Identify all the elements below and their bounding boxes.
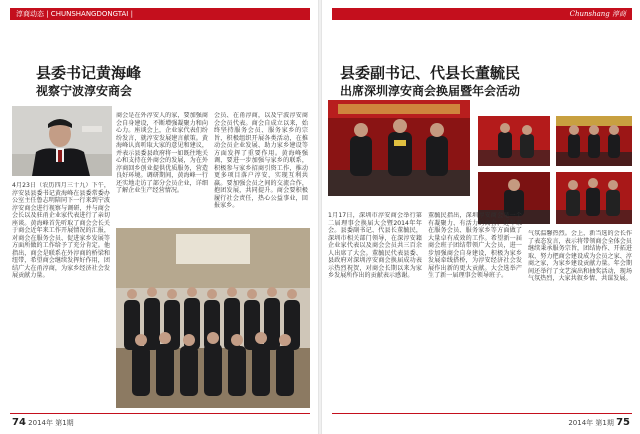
right-text-column-1: 1月17日，深圳市淳安商会举行第二届理事会换届大会暨2014年年会。县委副书记、代县长董毓民，深圳市相关部门领导，在深淳安籍企业家代表以及商会会员共三百余人出席了大会。董毓民代表县委、县政府对深圳淳安商会换届成功表示热烈祝贺，对商会长期以来为家乡发展所作出的贡献表示感谢。	[328, 212, 422, 279]
right-text-column-2: 董毓民指出，深圳淳安商会是一个有凝聚力、有活力的商会，近年来在服务会员、服务家乡等方面做了大量卓有成效的工作。希望新一届商会班子团结带领广大会员，进一步加强商会自身建设，积极为家乡发展牵线搭桥，为淳安经济社会发展作出新的更大贡献。大会选举产生了新一届理事会领导班子。	[428, 212, 522, 279]
left-footer-rule	[10, 413, 310, 414]
event-photo-5	[556, 172, 632, 224]
right-header-bar	[332, 8, 632, 20]
right-article-subtitle: 出席深圳淳安商会换届暨年会活动	[340, 84, 521, 98]
left-section-label: 淳商动态 | CHUNSHANGDONGTAI |	[16, 10, 133, 18]
event-photo-5-image	[556, 172, 632, 224]
left-page-number: 74	[12, 417, 26, 428]
right-footer-rule	[332, 413, 632, 414]
right-issue-label: 2014年 第1期	[568, 419, 614, 427]
right-article-title: 县委副书记、代县长董毓民	[340, 64, 521, 82]
left-header-bar	[10, 8, 310, 20]
left-page	[0, 0, 318, 434]
lead-photo	[12, 106, 112, 176]
right-footer	[568, 417, 630, 428]
left-text-column-1: 4月23日（农历四月三十九）下午，淳安县县委书记黄海峰在县委常委办公室主任鲁志明陪同下一行来到宁波淳安商会进行视察与调研，并与商会会长以及驻甬企业家代表进行了亲切座谈。黄海峰首先听取了商会会长关于商会近年来工作开展情况的汇报，对商会在服务会员、促进家乡发展等方面所做的工作给予了充分肯定。他指出，商会是联系在外淳商的桥梁和纽带，希望商会继续发挥好作用，团结广大在甬淳商，为家乡经济社会发展贡献力量。	[12, 182, 110, 279]
right-page	[322, 0, 640, 434]
event-photo-2	[478, 116, 550, 166]
main-event-photo-image	[328, 100, 470, 196]
right-text-column-3: 气氛温馨热烈。会上，新当选的会长作了表态发言，表示将带领商会全体会员继续秉承服务宗旨，团结协作、开拓进取，努力把商会建设成为会员之家、淳商之家，为家乡建设贡献力量。年会期间还举行了文艺演出和抽奖活动，现场气氛热烈，大家共叙乡情、共谋发展。	[528, 230, 632, 282]
main-event-photo	[328, 100, 470, 196]
left-article-subtitle: 视察宁波淳安商会	[36, 84, 133, 98]
lead-photo-image	[12, 106, 112, 176]
event-photo-3	[556, 116, 632, 166]
event-photo-3-image	[556, 116, 632, 166]
left-text-column-3: 会员、在甬淳商，以及宁波淳安商会会员代表。商会自成立以来，始终坚持服务会员、服务家乡的宗旨，积极组织开展各类活动，在推动会员企业发展、助力家乡建设等方面发挥了重要作用。黄海峰强调，要进一步加强与家乡的联系，积极参与家乡招商引资工作，推动更多项目落户淳安，实现互利共赢。要加强会员之间的交流合作，抱团发展，共同提升。商会要积极履行社会责任，热心公益事业，回报家乡。	[214, 112, 308, 209]
left-article-title: 县委书记黄海峰	[36, 64, 142, 82]
left-footer	[12, 417, 74, 428]
right-page-number: 75	[616, 417, 630, 428]
left-issue-label: 2014年 第1期	[28, 419, 74, 427]
event-photo-2-image	[478, 116, 550, 166]
right-section-label: Chunshang 淳商	[569, 10, 626, 18]
group-photo-image	[116, 228, 310, 408]
group-photo	[116, 228, 310, 408]
left-text-column-2: 商会是在外淳安人的家，要加强商会自身建设，不断增强凝聚力和向心力。座谈会上，企业家代表们纷纷发言，就淳安发展建言献策。黄海峰认真听取大家的意见和建议，并表示县委县政府将一如既往地关心和支持在外商会的发展，为在外淳商回乡创业提供优质服务，营造良好环境。调研期间，黄海峰一行还实地走访了部分会员企业，详细了解企业生产经营情况。	[116, 112, 208, 194]
